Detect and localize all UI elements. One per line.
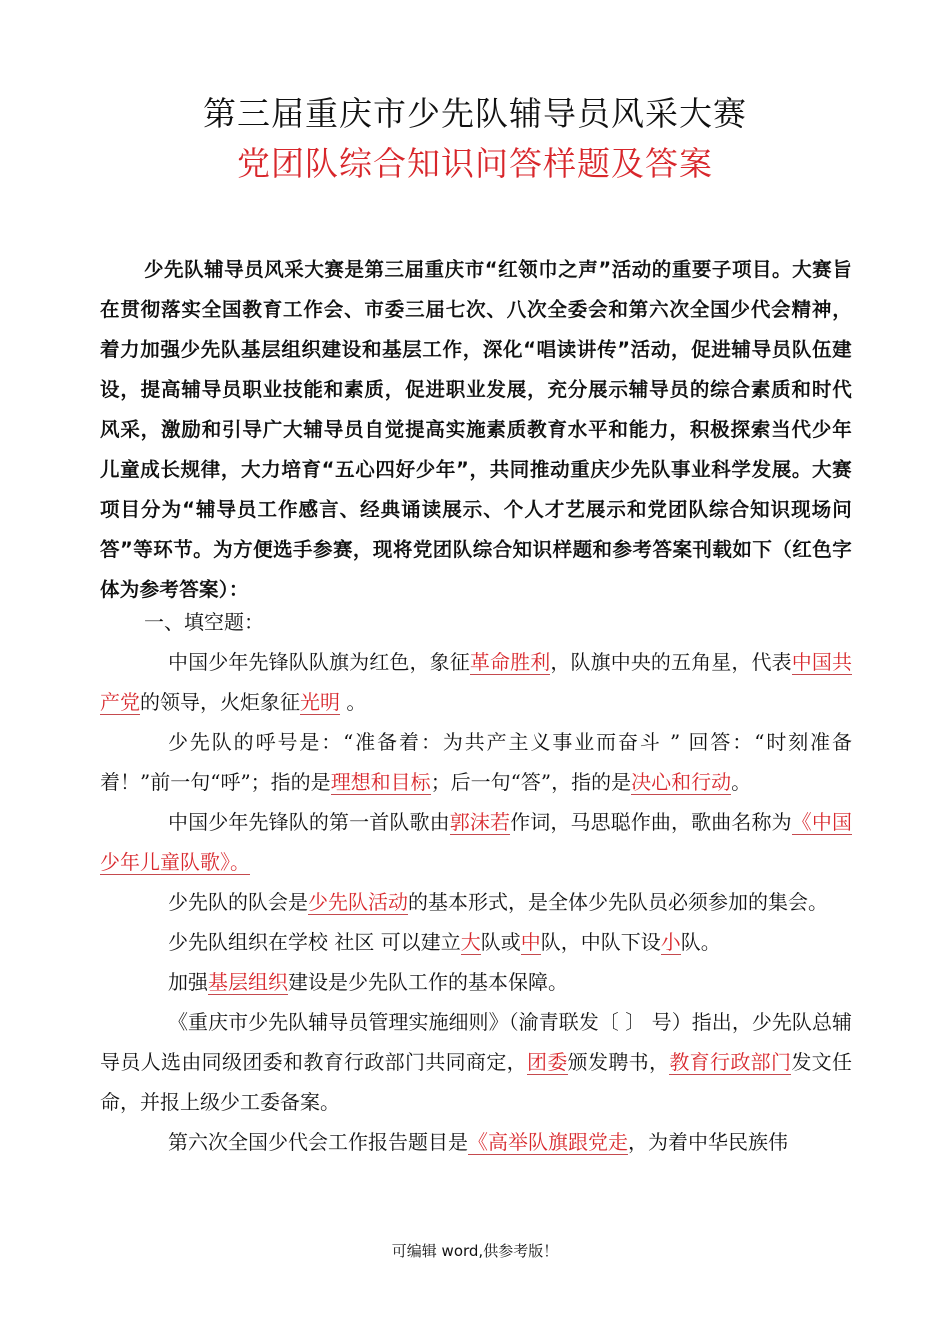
question-text: 第六次全国少代会工作报告题目是	[168, 1130, 468, 1154]
question-text: 加强	[168, 970, 208, 994]
answer: 团委	[527, 1050, 568, 1074]
answer: 决心和行动	[631, 770, 732, 794]
answer: 革命胜利	[469, 650, 551, 674]
answer: 郭沫若	[449, 810, 511, 834]
question-text: ，队旗中央的五角星，代表	[550, 650, 792, 674]
question-text: 队，中队下设	[540, 930, 661, 954]
question-text: 少先队的队会是	[168, 890, 308, 914]
question-1	[100, 642, 852, 722]
document-subtitle: 党团队综合知识问答样题及答案	[237, 144, 713, 183]
question-text: 。	[731, 770, 752, 794]
question-text: ，为着中华民族伟	[628, 1130, 788, 1154]
question-5	[100, 922, 852, 962]
section-heading: 一、填空题：	[144, 610, 264, 634]
answer: 光明	[300, 690, 340, 714]
answer: 少先队活动	[308, 890, 408, 914]
question-text: 建设是少先队工作的基本保障。	[288, 970, 568, 994]
question-7	[100, 1002, 852, 1122]
question-text: 少先队的呼号是：“准备着：为共产主义事业而奋斗 ” 回答：“时刻准备着！”前一句“呼”；指的是	[100, 730, 852, 794]
question-6	[100, 962, 852, 1002]
question-text: 少先队组织在学校 社区 可以建立	[168, 930, 461, 954]
question-text: 队。	[680, 930, 721, 954]
question-text: 队或	[480, 930, 521, 954]
answer: 《中国少年儿童队歌》。	[100, 810, 853, 874]
answer: 教育行政部门	[669, 1050, 792, 1074]
question-text: 作词，马思聪作曲，歌曲名称为	[510, 810, 792, 834]
question-3	[100, 802, 852, 882]
question-text: 。	[340, 690, 367, 714]
question-2	[100, 722, 852, 802]
question-8	[100, 1122, 852, 1162]
answer: 小	[660, 930, 681, 954]
answer: 基层组织	[208, 970, 288, 994]
questions-body	[100, 602, 852, 1162]
question-text: 的领导，火炬象征	[140, 690, 300, 714]
answer: 《高举队旗跟党走	[468, 1130, 628, 1154]
question-text: 的基本形式，是全体少先队员必须参加的集会。	[408, 890, 828, 914]
question-text: 《重庆市少先队辅导员管理实施细则》（渝青联发〔 〕 号）指出，少先队总辅导员人选由同级团委和教育行政部门共同商定，	[100, 1010, 852, 1074]
answer: 理想和目标	[330, 770, 431, 794]
answer: 中	[520, 930, 541, 954]
question-text: 发文任命，并报上级少工委备案。	[100, 1050, 853, 1114]
answer: 大	[460, 930, 481, 954]
page-footer: 可编辑 word,供参考版！	[391, 1242, 559, 1260]
question-text: ；后一句“答”，指的是	[430, 770, 632, 794]
question-text: 颁发聘书，	[567, 1050, 670, 1074]
answer: 中国共产党	[100, 650, 853, 714]
document-title: 第三届重庆市少先队辅导员风采大赛	[203, 94, 747, 133]
intro-paragraph: 少先队辅导员风采大赛是第三届重庆市“红领巾之声”活动的重要子项目。大赛旨在贯彻落实全国教育工作会、市委三届七次、八次全委会和第六次全国少代会精神，着力加强少先队基层组织建设和基层工作，深化“唱读讲传”活动，促进辅导员队伍建设，提高辅导员职业技能和素质，促进职业发展，充分展示辅导员的综合素质和时代风采，激励和引导广大辅导员自觉提高实施素质教育水平和能力，积极探索当代少年儿童成长规律，大力培育“五心四好少年”，共同推动重庆少先队事业科学发展。大赛项目分为“辅导员工作感言、经典诵读展示、个人才艺展示和党团队综合知识现场问答”等环节。为方便选手参赛，现将党团队综合知识样题和参考答案刊载如下（红色字体为参考答案）：	[100, 258, 852, 601]
question-4	[100, 882, 852, 922]
question-text: 中国少年先锋队的第一首队歌由	[168, 810, 450, 834]
question-text: 中国少年先锋队队旗为红色，象征	[168, 650, 470, 674]
